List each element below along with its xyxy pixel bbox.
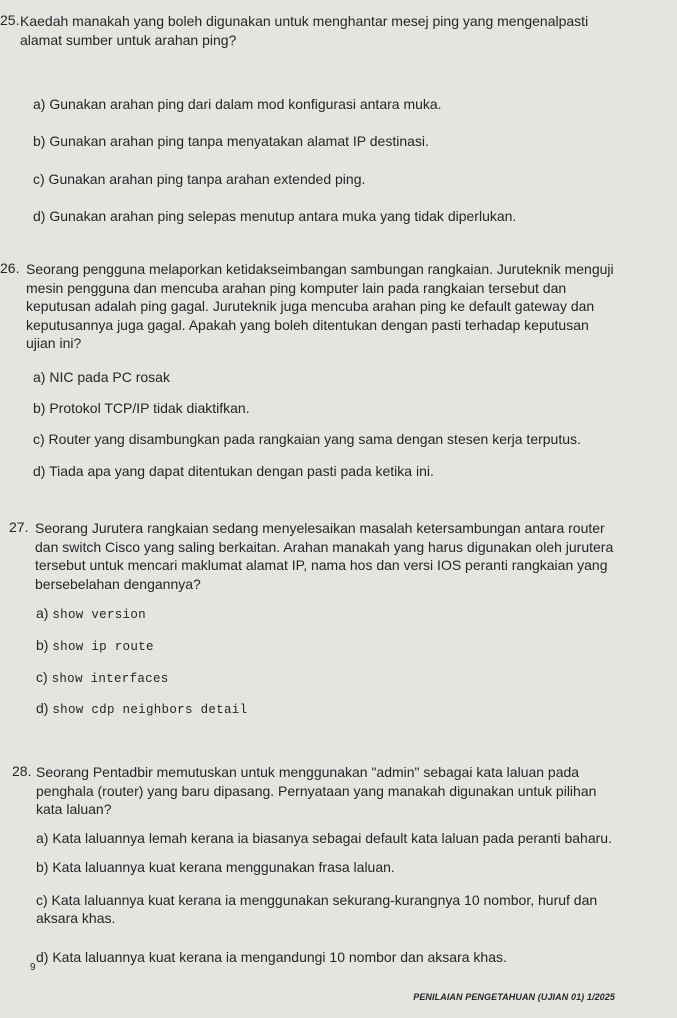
command-text: show ip route [52, 640, 154, 654]
option-prefix: b) [36, 637, 49, 653]
option-a: a) Gunakan arahan ping dari dalam mod konfigurasi antara muka. [33, 96, 442, 112]
footer-label: PENILAIAN PENGETAHUAN (UJIAN 01) 1/2025 [413, 992, 615, 1002]
option-c: c) Gunakan arahan ping tanpa arahan extended ping. [33, 171, 366, 187]
option-prefix: a) [36, 605, 49, 621]
command-text: show cdp neighbors detail [52, 703, 248, 717]
option-prefix: c) [36, 669, 48, 685]
question-stem: Kaedah manakah yang boleh digunakan untuk menghantar mesej ping yang mengenalpasti alamat sumber untuk arahan ping? [20, 13, 589, 48]
option-b [36, 636, 154, 656]
question-number: 25. [0, 12, 20, 28]
question-stem: Seorang Pentadbir memutuskan untuk menggunakan "admin" sebagai kata laluan pada penghala (router) yang baru dipasang. Pernyataan yang manakah digunakan untuk pilihan kata laluan? [36, 764, 597, 817]
option-d [36, 699, 247, 719]
option-d: d) Gunakan arahan ping selepas menutup antara muka yang tidak diperlukan. [33, 208, 517, 224]
question-stem: Seorang Jurutera rangkaian sedang menyelesaikan masalah ketersambungan antara router dan switch Cisco yang saling berkaitan. Arahan manakah yang harus digunakan oleh jurutera tersebut untuk mencari maklumat alamat IP, nama hos dan versi IOS peranti rangkaian yang bersebelahan dengannya? [35, 520, 614, 592]
option-c: c) Kata laluannya kuat kerana ia menggunakan sekurang-kurangnya 10 nombor, huruf dan aksara khas. [36, 892, 598, 926]
command-text: show version [52, 608, 146, 622]
page-number: 9 [30, 962, 36, 973]
option-c [36, 668, 169, 688]
option-b: b) Kata laluannya kuat kerana menggunakan frasa laluan. [36, 859, 395, 875]
option-prefix: d) [36, 700, 49, 716]
option-d: d) Tiada apa yang dapat ditentukan dengan pasti pada ketika ini. [33, 463, 434, 479]
question-number: 28. [12, 763, 32, 779]
question-number: 26. [0, 260, 20, 276]
question-number: 27. [9, 519, 29, 535]
option-b: b) Gunakan arahan ping tanpa menyatakan alamat IP destinasi. [33, 133, 429, 149]
option-b: b) Protokol TCP/IP tidak diaktifkan. [33, 400, 250, 416]
option-a: a) NIC pada PC rosak [33, 369, 170, 385]
option-a: a) Kata laluannya lemah kerana ia biasanya sebagai default kata laluan pada peranti baharu. [36, 830, 612, 846]
question-stem: Seorang pengguna melaporkan ketidakseimbangan sambungan rangkaian. Juruteknik menguji mesin pengguna dan mencuba arahan ping komputer lain pada rangkaian tersebut dan keputusan adalah ping gagal. Juruteknik juga mencuba arahan ping ke default gateway dan keputusannya juga gagal. Apakah yang boleh ditentukan dengan pasti terhadap keputusan ujian ini? [26, 261, 614, 351]
option-c: c) Router yang disambungkan pada rangkaian yang sama dengan stesen kerja terputus. [33, 431, 581, 447]
command-text: show interfaces [51, 672, 169, 686]
option-a [36, 604, 146, 624]
option-d: d) Kata laluannya kuat kerana ia mengandungi 10 nombor dan aksara khas. [36, 949, 507, 965]
